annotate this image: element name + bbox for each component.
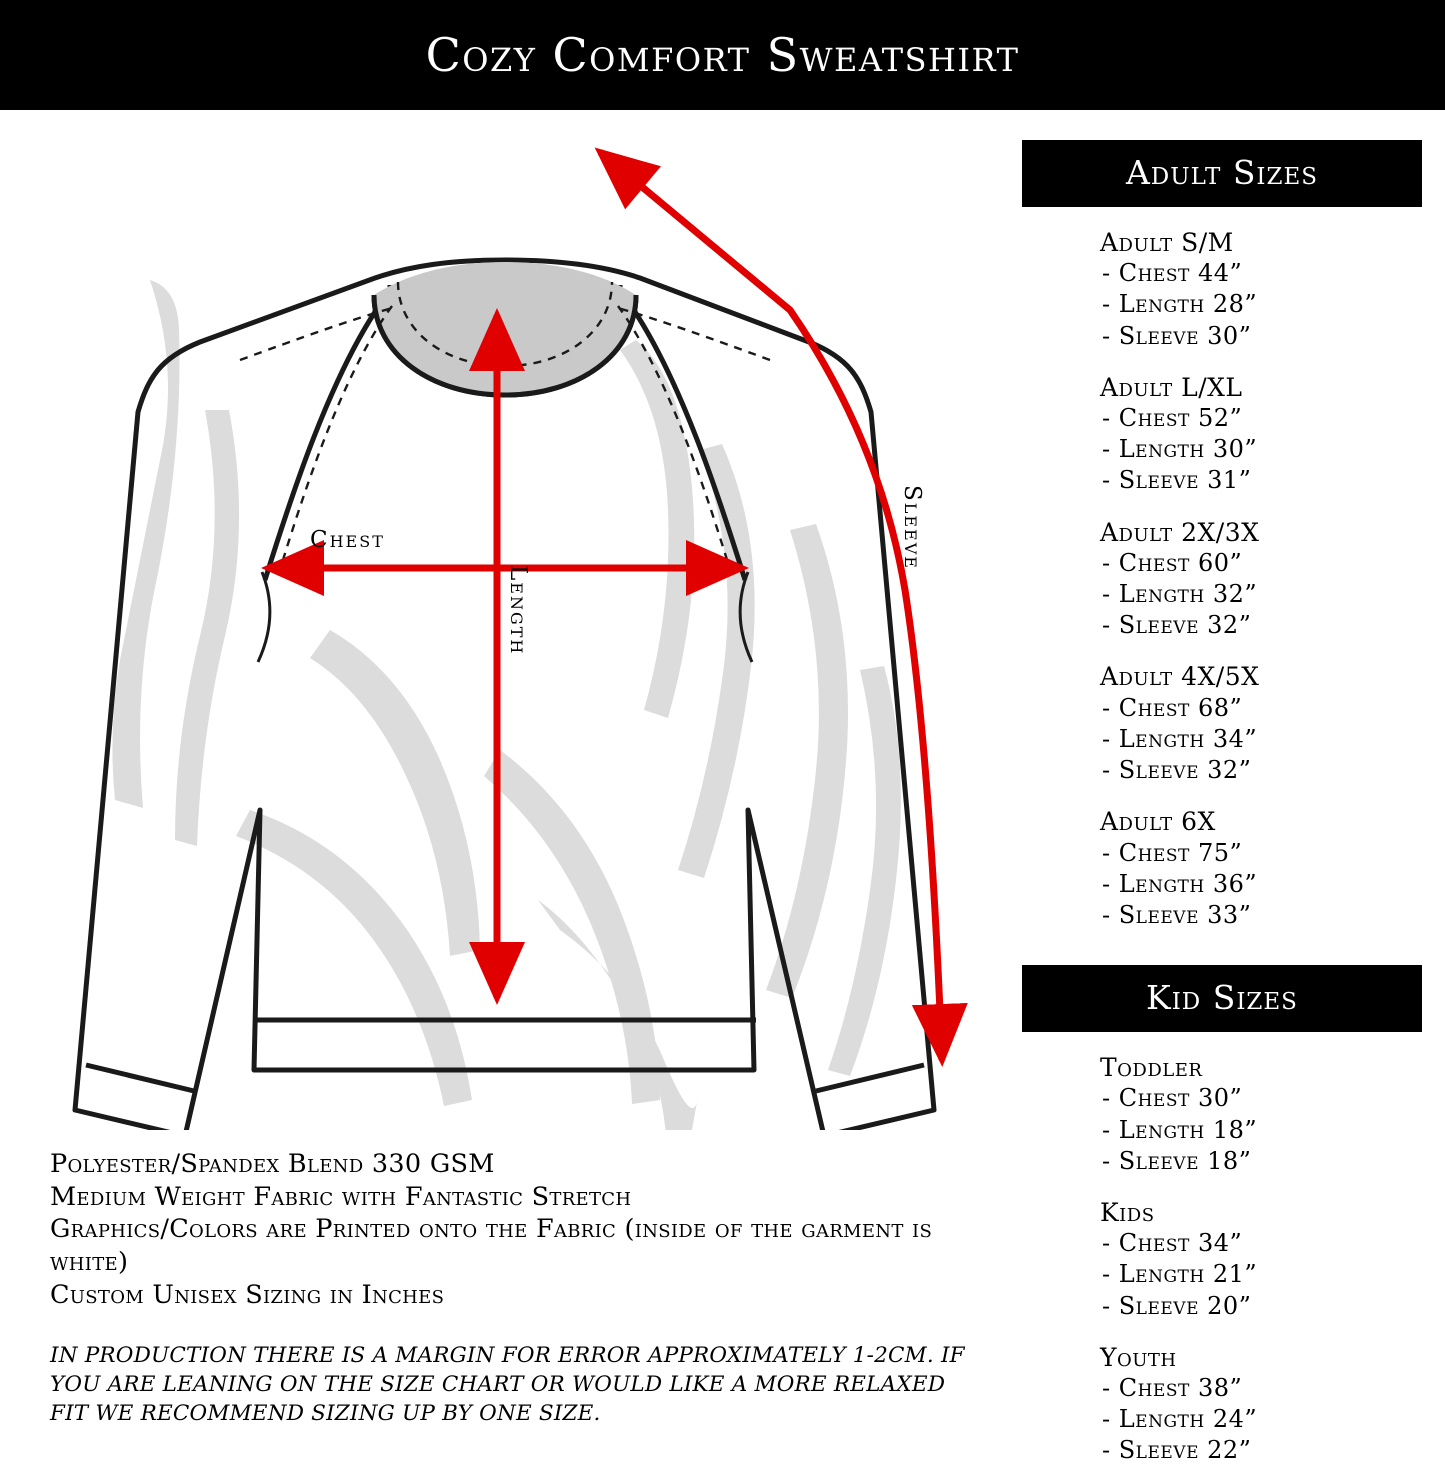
size-name: Adult S/M — [1100, 228, 1234, 257]
size-chest: - Chest 68” — [1102, 693, 1243, 722]
size-group-adult-sm — [1022, 227, 1422, 352]
size-chest: - Chest 34” — [1102, 1229, 1243, 1258]
size-length: - Length 32” — [1102, 580, 1258, 609]
size-sleeve: - Sleeve 32” — [1102, 611, 1252, 640]
production-disclaimer: IN PRODUCTION THERE IS A MARGIN FOR ERROR APPROXIMATELY 1-2CM. IF YOU ARE LEANING ON THE SIZE CHART OR WOULD LIKE A MORE RELAXED FIT WE RECOMMEND SIZING UP BY ONE SIZE. — [50, 1343, 965, 1427]
note-line-printing: Graphics/Colors are Printed onto the Fabric (inside of the garment is white) — [50, 1214, 933, 1277]
size-name: Kids — [1100, 1197, 1155, 1227]
size-chest: - Chest 52” — [1102, 404, 1243, 433]
page-title: Cozy Comfort Sweatshirt — [425, 28, 1020, 82]
size-chest: - Chest 38” — [1102, 1373, 1243, 1402]
size-group-adult-4x5x — [1022, 661, 1422, 786]
size-length: - Length 36” — [1102, 869, 1258, 898]
size-length: - Length 28” — [1102, 290, 1258, 319]
fabric-fold-shading — [112, 280, 900, 1130]
fabric-notes — [50, 1148, 990, 1428]
size-chest: - Chest 30” — [1102, 1084, 1243, 1113]
size-chest: - Chest 75” — [1102, 838, 1243, 867]
size-sleeve: - Sleeve 33” — [1102, 900, 1252, 929]
size-name: Toddler — [1100, 1053, 1203, 1083]
note-line-sizing: Custom Unisex Sizing in Inches — [50, 1279, 445, 1310]
size-length: - Length 24” — [1102, 1405, 1258, 1434]
adult-sizes-band: Adult Sizes — [1022, 140, 1422, 207]
chest-measure-label: Chest — [310, 527, 385, 553]
sweatshirt-diagram — [0, 110, 1010, 1130]
size-name: Adult 2X/3X — [1100, 517, 1260, 547]
size-group-adult-6x — [1022, 806, 1422, 931]
note-line-fabric: Polyester/Spandex Blend 330 GSM — [50, 1149, 495, 1179]
size-name: Adult L/XL — [1100, 372, 1243, 402]
size-group-youth — [1022, 1342, 1422, 1467]
size-sleeve: - Sleeve 32” — [1102, 756, 1252, 785]
size-chest: - Chest 44” — [1102, 259, 1243, 288]
note-line-weight: Medium Weight Fabric with Fantastic Stretch — [50, 1181, 632, 1212]
size-sleeve: - Sleeve 31” — [1102, 466, 1252, 495]
size-length: - Length 30” — [1102, 435, 1258, 464]
length-measure-label: Length — [505, 565, 531, 656]
sleeve-measure-label: Sleeve — [899, 485, 925, 570]
size-group-kids — [1022, 1197, 1422, 1322]
size-length: - Length 34” — [1102, 724, 1258, 753]
size-chest: - Chest 60” — [1102, 548, 1243, 577]
size-sleeve: - Sleeve 20” — [1102, 1291, 1252, 1320]
size-name: Youth — [1100, 1342, 1177, 1372]
size-length: - Length 18” — [1102, 1115, 1258, 1144]
size-sleeve: - Sleeve 22” — [1102, 1436, 1252, 1465]
size-name: Adult 6X — [1100, 807, 1216, 837]
size-sleeve: - Sleeve 18” — [1102, 1146, 1252, 1175]
header-bar — [0, 0, 1445, 110]
size-group-adult-lxl — [1022, 372, 1422, 497]
size-group-adult-2x3x — [1022, 517, 1422, 642]
size-tables — [1022, 140, 1422, 1467]
size-group-toddler — [1022, 1052, 1422, 1177]
size-sleeve: - Sleeve 30” — [1102, 321, 1252, 350]
kid-sizes-band: Kid Sizes — [1022, 965, 1422, 1032]
size-name: Adult 4X/5X — [1100, 662, 1260, 692]
size-length: - Length 21” — [1102, 1260, 1258, 1289]
